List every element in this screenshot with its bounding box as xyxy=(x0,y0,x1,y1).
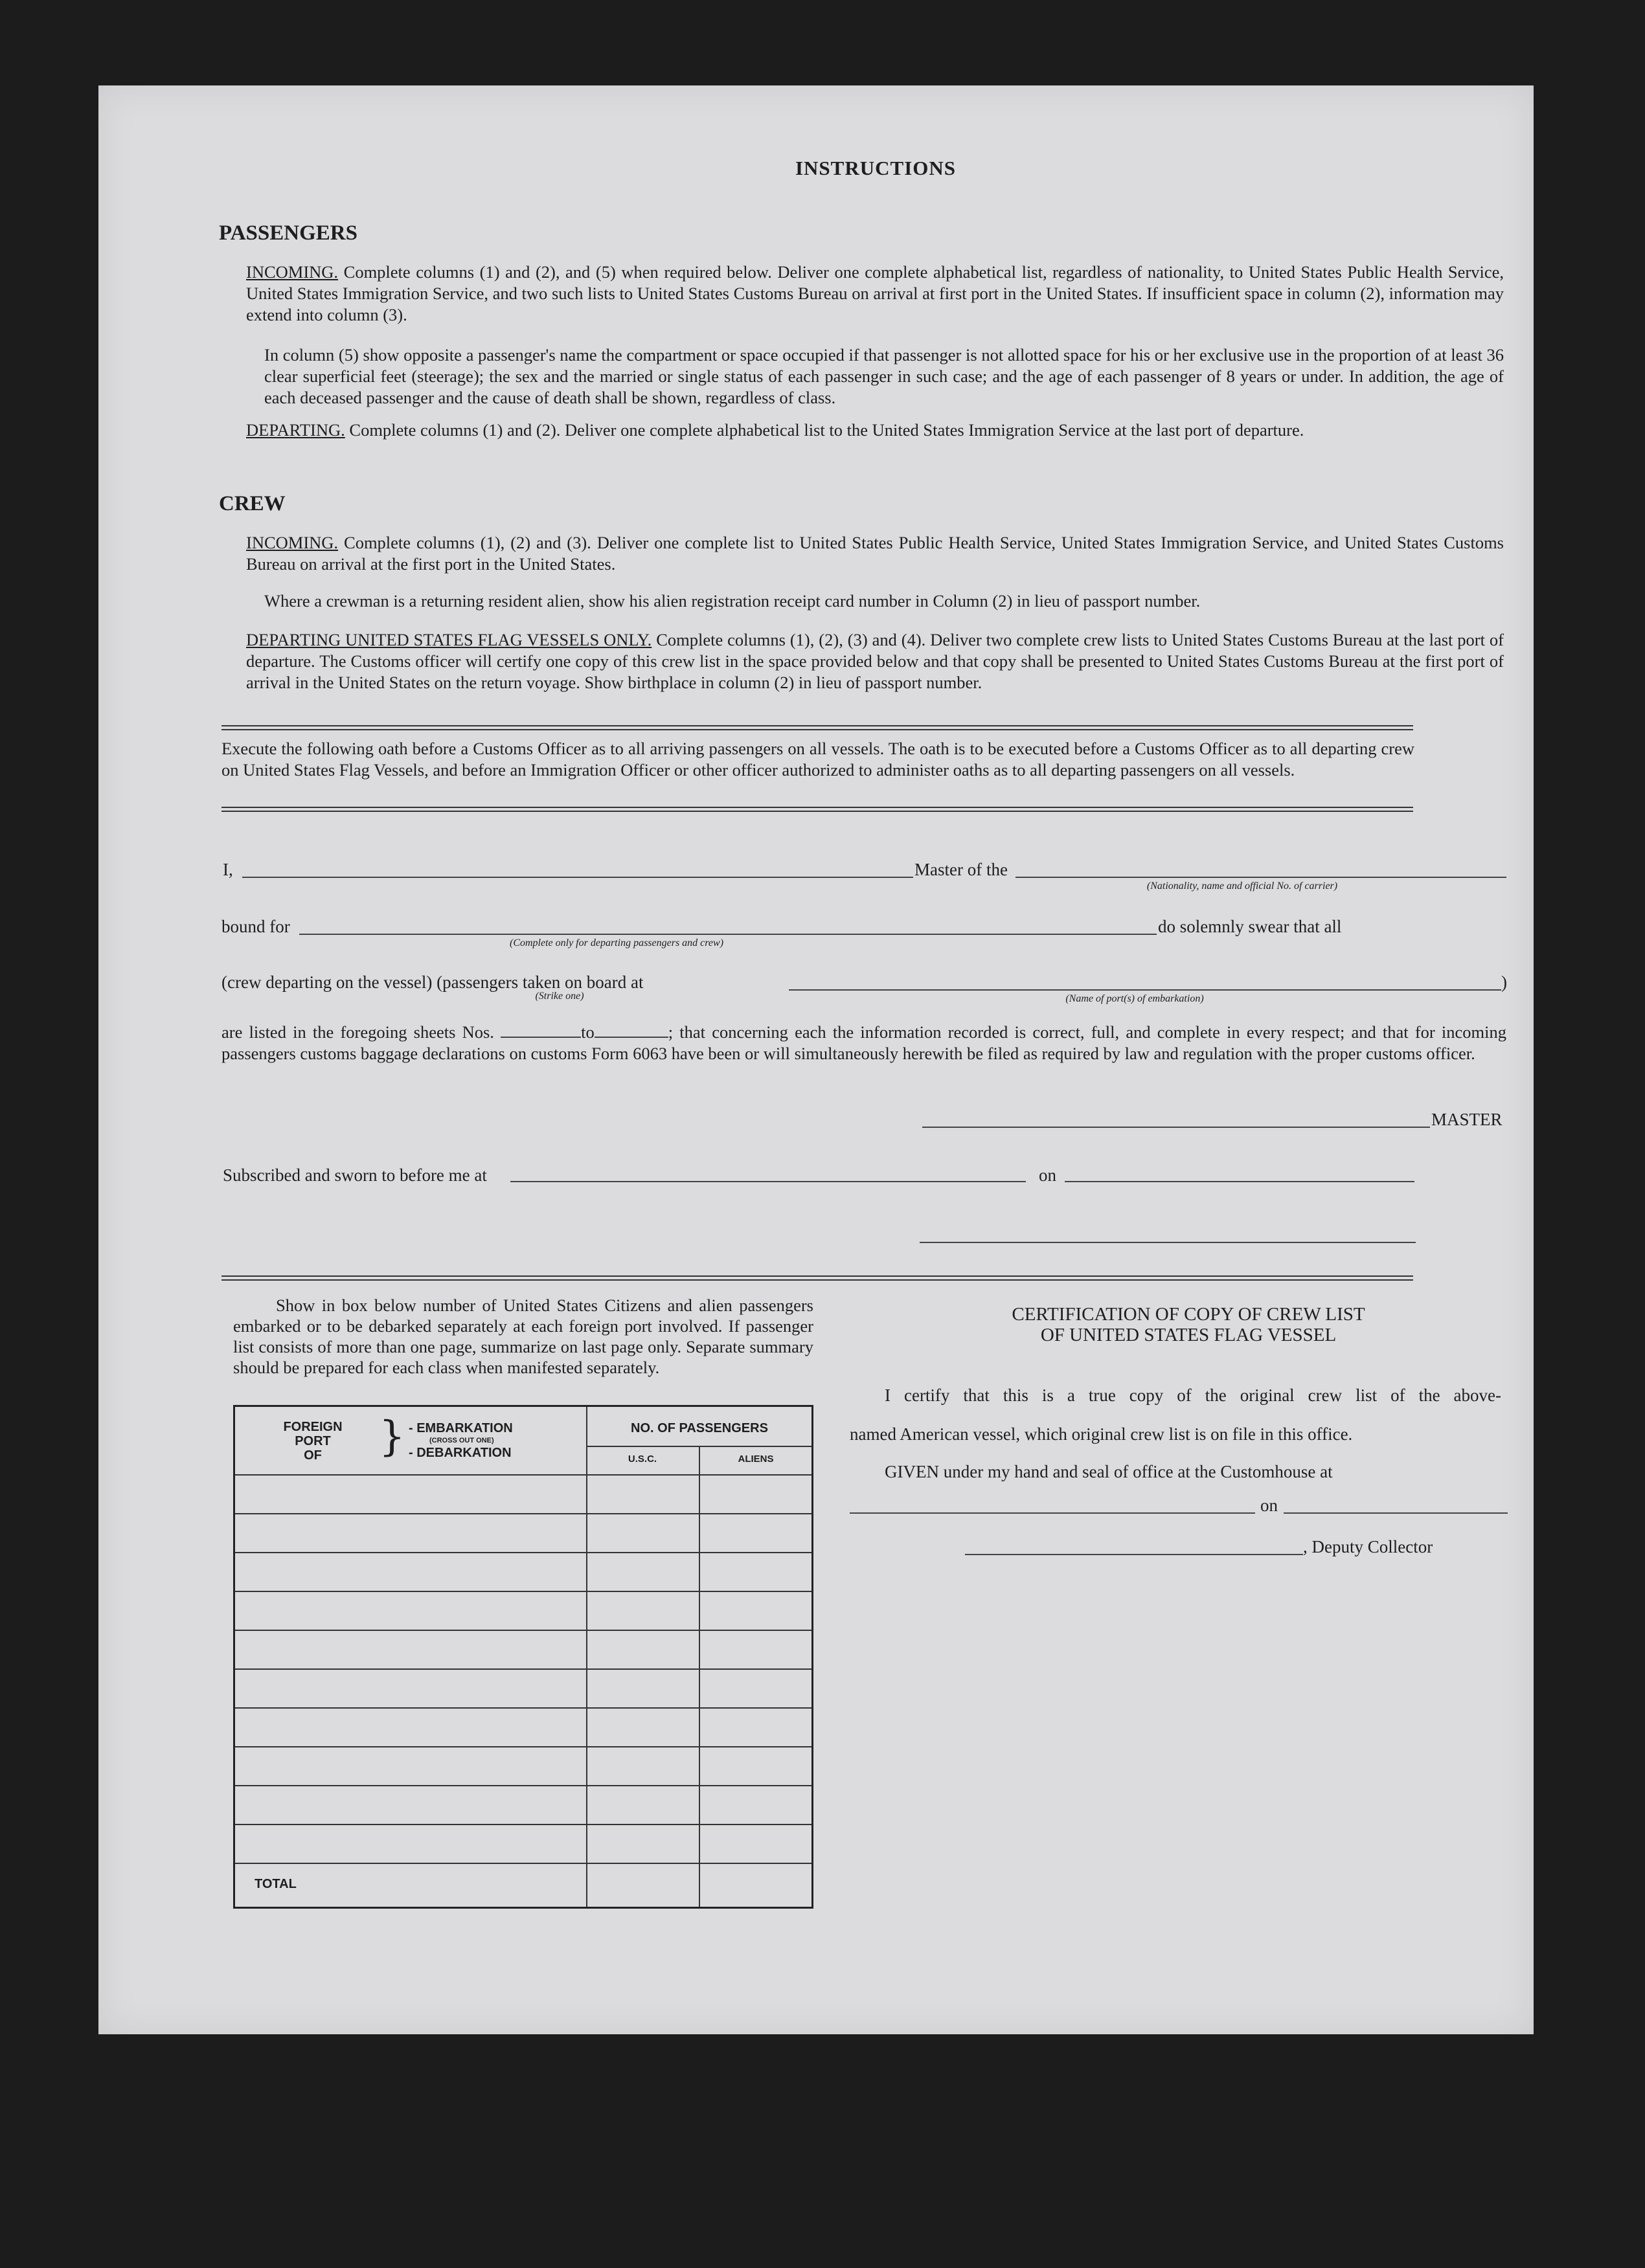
listed-paragraph xyxy=(221,1022,1506,1064)
listed-text-a: are listed in the foregoing sheets Nos. xyxy=(221,1022,494,1042)
total-label: TOTAL xyxy=(255,1877,297,1891)
certification-line1: I certify that this is a true copy of the original crew list of the above- xyxy=(885,1386,1501,1405)
form-sheet xyxy=(98,85,1534,2034)
no-passengers-header: NO. OF PASSENGERS xyxy=(631,1421,768,1435)
embarkation-label: - EMBARKATION xyxy=(409,1421,513,1435)
certification-heading-line2: OF UNITED STATES FLAG VESSEL xyxy=(1040,1325,1337,1345)
table-row xyxy=(235,1630,811,1631)
divider xyxy=(221,807,1413,812)
foreign-port-header xyxy=(261,1420,365,1463)
bound-for-label: bound for xyxy=(221,917,290,936)
certification-date-field[interactable] xyxy=(1284,1512,1508,1514)
foreign-label: FOREIGN xyxy=(283,1420,343,1434)
passenger-summary-table xyxy=(233,1405,813,1909)
crew-departing-paragraph xyxy=(246,629,1504,693)
aliens-header: ALIENS xyxy=(738,1454,774,1465)
master-of-label: Master of the xyxy=(914,860,1008,879)
crew-heading: CREW xyxy=(219,492,286,515)
passengers-incoming-text: Complete columns (1) and (2), and (5) when required below. Deliver one complete alphabetical list, regardless of nationality, to United States Public Health Service, United States Immigration Service, and two such lists to United States Customs Bureau on arrival at first port in the United States. If insufficient space in column (2), information may extend into column (3). xyxy=(246,262,1504,324)
port-label: PORT xyxy=(295,1434,331,1448)
crew-incoming-label: INCOMING. xyxy=(246,533,339,552)
strike-one-hint: (Strike one) xyxy=(535,991,584,1002)
of-label: OF xyxy=(304,1448,322,1463)
certification-line3: GIVEN under my hand and seal of office at the Customhouse at xyxy=(885,1462,1333,1481)
crew-departing-text: Complete columns (1), (2), (3) and (4). Deliver two complete crew lists to United States Customs Bureau at the last port of departure. The Customs officer will certify one copy of this crew list in the space provided below and that copy shall be presented to United States Customs Bureau at the first port of arrival in the United States on the return voyage. Show birthplace in column (2) in lieu of passport number. xyxy=(246,630,1504,692)
bound-for-hint: (Complete only for departing passengers and crew) xyxy=(509,938,724,949)
brace-icon: } xyxy=(379,1413,405,1461)
divider xyxy=(221,1275,1413,1281)
crew-resident-paragraph: Where a crewman is a returning resident alien, show his alien registration receipt card number in Column (2) in lieu of passport number. xyxy=(264,591,1201,611)
swear-label: do solemnly swear that all xyxy=(1158,917,1342,936)
listed-text-b: ; that concerning each the information recorded is correct, full, and complete in every respect; and that for incoming passengers customs baggage declarations on customs Form 6063 have been or will simultaneously herewith be filed as required by law and regulation with the proper customs officer. xyxy=(221,1022,1507,1063)
page-title: INSTRUCTIONS xyxy=(795,157,956,179)
master-label: MASTER xyxy=(1431,1110,1503,1129)
port-hint: (Name of port(s) of embarkation) xyxy=(1065,993,1204,1004)
table-row xyxy=(235,1863,811,1864)
certification-heading-line1: CERTIFICATION OF COPY OF CREW LIST xyxy=(1012,1304,1365,1325)
table-row xyxy=(235,1824,811,1825)
divider xyxy=(221,725,1413,730)
sheet-from-field[interactable] xyxy=(501,1024,581,1038)
passengers-departing-paragraph xyxy=(246,420,1504,441)
sheet-to-field[interactable] xyxy=(595,1024,668,1038)
bound-for-field[interactable] xyxy=(299,934,1157,935)
crew-incoming-text: Complete columns (1), (2) and (3). Deliver one complete list to United States Public Health Service, United States Immigration Service, and United States Customs Bureau on arrival at the first port in the United States. xyxy=(246,533,1504,574)
close-paren: ) xyxy=(1501,972,1507,992)
nationality-hint: (Nationality, name and official No. of carrier) xyxy=(1146,881,1338,892)
table-row xyxy=(235,1552,811,1553)
crew-incoming-paragraph xyxy=(246,532,1504,575)
passengers-incoming-paragraph xyxy=(246,262,1504,326)
passengers-heading: PASSENGERS xyxy=(219,221,357,245)
passengers-departing-text: Complete columns (1) and (2). Deliver one complete alphabetical list to the United States Immigration Service at the last port of departure. xyxy=(349,420,1304,440)
table-divider xyxy=(586,1446,811,1447)
summary-instructions: Show in box below number of United States Citizens and alien passengers embarked or to be debarked separately at each foreign port involved. If passenger list consists of more than one page, summarize on last page only. Separate summary should be prepared for each class when manifested separately. xyxy=(233,1296,813,1377)
embarkation-port-field[interactable] xyxy=(789,989,1501,991)
master-signature-field[interactable] xyxy=(922,1127,1430,1128)
table-divider xyxy=(699,1446,700,1907)
debarkation-label: - DEBARKATION xyxy=(409,1446,512,1460)
carrier-field[interactable] xyxy=(1015,877,1506,878)
table-row xyxy=(235,1474,811,1476)
passengers-departing-label: DEPARTING. xyxy=(246,420,345,440)
oath-instructions: Execute the following oath before a Customs Officer as to all arriving passengers on all vessels. The oath is to be executed before a Customs Officer as to all departing crew on United States Flag Vessels, and before an Immigration Officer or other officer authorized to administer oaths as to all departing passengers on all vessels. xyxy=(221,739,1414,780)
customhouse-field[interactable] xyxy=(850,1512,1255,1514)
subscribed-label: Subscribed and sworn to before me at xyxy=(223,1165,487,1185)
table-row xyxy=(235,1746,811,1747)
passengers-incoming-label: INCOMING. xyxy=(246,262,339,282)
cross-out-label: (CROSS OUT ONE) xyxy=(429,1437,494,1444)
sworn-date-field[interactable] xyxy=(1065,1181,1414,1182)
table-divider xyxy=(586,1407,587,1907)
master-name-field[interactable] xyxy=(242,877,913,878)
deputy-collector-signature-field[interactable] xyxy=(965,1554,1303,1555)
table-row xyxy=(235,1785,811,1786)
oath-i-label: I, xyxy=(223,860,233,879)
certification-on-label: on xyxy=(1260,1496,1278,1515)
sworn-on-label: on xyxy=(1039,1165,1056,1185)
certification-heading xyxy=(920,1304,1457,1345)
crew-departing-label: DEPARTING UNITED STATES FLAG VESSELS ONLY. xyxy=(246,630,652,649)
deputy-collector-label: , Deputy Collector xyxy=(1303,1537,1433,1556)
listed-to: to xyxy=(581,1022,595,1042)
passengers-column5-paragraph: In column (5) show opposite a passenger's name the compartment or space occupied if that passenger is not allotted space for his or her exclusive use in the proportion of at least 36 clear superficial feet (steerage); the sex and the married or single status of each passenger in such case; and the age of each passenger of 8 years or under. In addition, the age of each deceased passenger and the cause of death shall be shown, regardless of class. xyxy=(264,345,1504,407)
table-row xyxy=(235,1513,811,1514)
table-row xyxy=(235,1668,811,1670)
certification-line2: named American vessel, which original crew list is on file in this office. xyxy=(850,1424,1353,1444)
table-row xyxy=(235,1591,811,1592)
officer-signature-field[interactable] xyxy=(920,1242,1416,1243)
sworn-location-field[interactable] xyxy=(510,1181,1026,1182)
table-row xyxy=(235,1707,811,1709)
usc-header: U.S.C. xyxy=(628,1454,657,1465)
crew-departing-label: (crew departing on the vessel) (passengers taken on board at xyxy=(221,972,644,992)
